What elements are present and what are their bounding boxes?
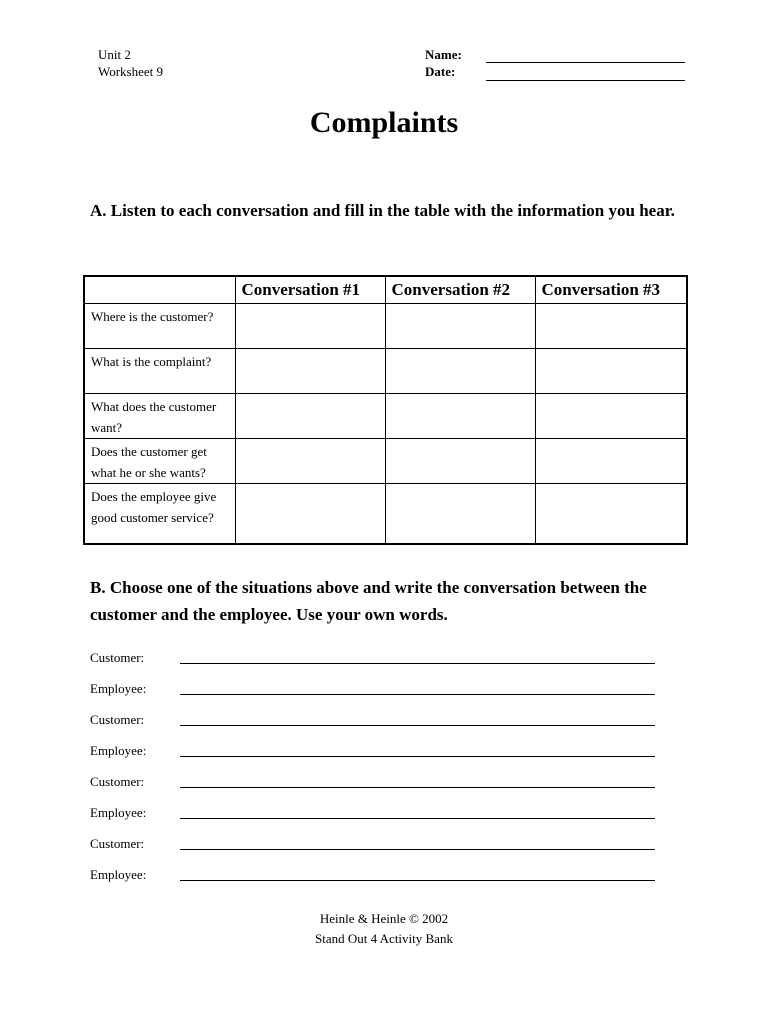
answer-cell[interactable] [235,349,385,394]
worksheet-info [98,46,163,80]
section-b-instruction: B. Choose one of the situations above and write the conversation between the customer and the employee. Use your own words. [90,578,647,624]
conversation-table [83,275,688,545]
row-question: What does the customer want? [84,394,235,439]
speaker-label: Customer: [90,836,145,851]
writing-line[interactable] [180,725,655,726]
answer-cell[interactable] [535,304,687,349]
speaker-label: Employee: [90,681,147,696]
dialogue-line [90,648,670,679]
dialogue-line [90,865,670,896]
answer-cell[interactable] [535,439,687,484]
dialogue-line [90,772,670,803]
speaker-label: Employee: [90,867,147,882]
date-label: Date: [425,64,456,79]
column-header: Conversation #3 [535,276,687,304]
page-title: Complaints [309,106,459,139]
table-row [84,349,687,394]
answer-cell[interactable] [385,349,535,394]
table-header-row [84,276,687,304]
name-field-line[interactable] [486,62,685,63]
writing-line[interactable] [180,756,655,757]
answer-cell[interactable] [385,484,535,544]
row-question: Where is the customer? [84,304,235,349]
worksheet-label: Worksheet 9 [98,64,164,79]
table-row [84,304,687,349]
unit-label: Unit 2 [98,47,131,62]
answer-cell[interactable] [235,439,385,484]
column-header: Conversation #2 [385,276,535,304]
answer-cell[interactable] [535,349,687,394]
speaker-label: Customer: [90,774,145,789]
speaker-label: Employee: [90,743,147,758]
answer-cell[interactable] [235,484,385,544]
copyright-text: Heinle & Heinle © 2002 [319,911,449,926]
dialogue-line [90,834,670,865]
row-question: Does the employee give good customer service? [84,484,235,544]
writing-line[interactable] [180,849,655,850]
dialogue-line [90,710,670,741]
table-row [84,394,687,439]
answer-cell[interactable] [235,394,385,439]
speaker-label: Employee: [90,805,147,820]
table-row [84,484,687,544]
dialogue-line [90,803,670,834]
section-a-instruction: A. Listen to each conversation and fill in the table with the information you hear. [90,201,675,220]
dialogue-line [90,741,670,772]
writing-line[interactable] [180,818,655,819]
table-row [84,439,687,484]
row-question: Does the customer get what he or she wants? [84,439,235,484]
footer [0,909,768,949]
row-question: What is the complaint? [84,349,235,394]
speaker-label: Customer: [90,650,145,665]
writing-line[interactable] [180,880,655,881]
writing-line[interactable] [180,694,655,695]
speaker-label: Customer: [90,712,145,727]
dialogue-lines [90,648,670,896]
dialogue-line [90,679,670,710]
writing-line[interactable] [180,663,655,664]
student-fields [425,46,462,80]
source-text: Stand Out 4 Activity Bank [315,931,453,946]
answer-cell[interactable] [535,394,687,439]
answer-cell[interactable] [385,394,535,439]
answer-cell[interactable] [385,439,535,484]
name-label: Name: [425,47,462,62]
column-header: Conversation #1 [235,276,385,304]
date-field-line[interactable] [486,80,685,81]
writing-line[interactable] [180,787,655,788]
answer-cell[interactable] [535,484,687,544]
answer-cell[interactable] [385,304,535,349]
answer-cell[interactable] [235,304,385,349]
table-corner-cell [84,276,235,304]
